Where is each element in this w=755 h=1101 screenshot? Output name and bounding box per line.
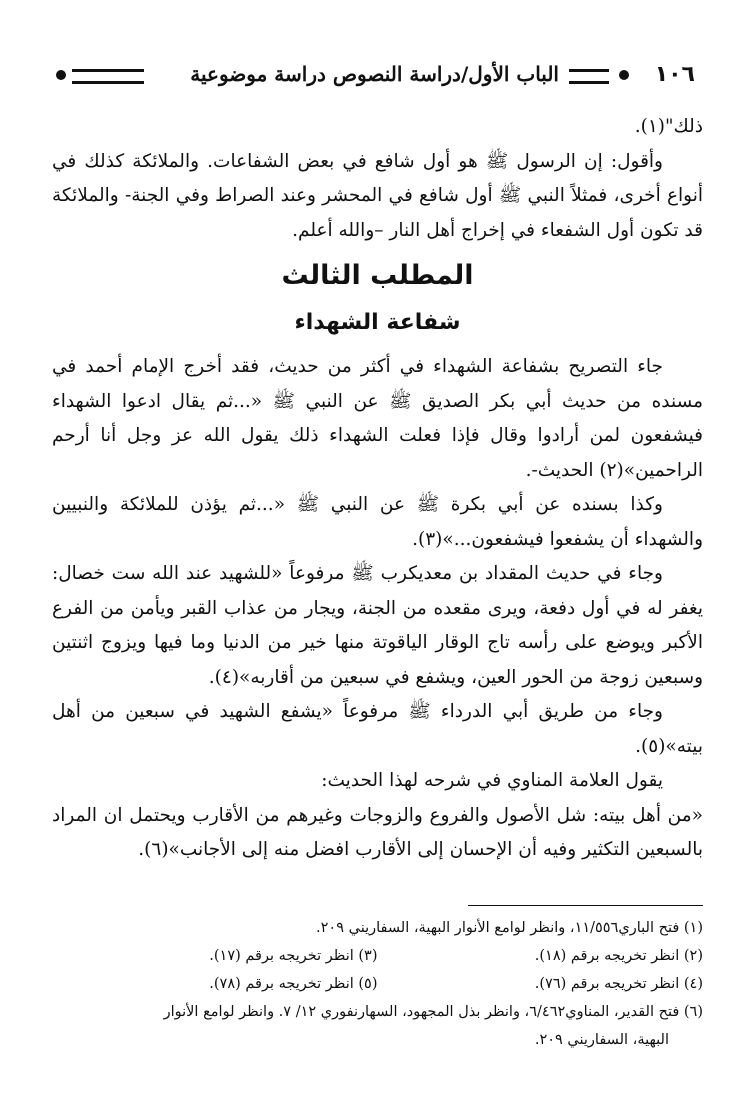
footnote-continuation: البهية، السفاريني ٢٠٩. bbox=[534, 1032, 669, 1048]
paragraph: ذلك"(١). bbox=[634, 116, 703, 137]
footnote: (١) فتح الباري١١/٥٥٦، وانظر لوامع الأنوار البهية، السفاريني ٢٠٩. bbox=[316, 920, 703, 936]
footnote: (٢) انظر تخريجه برقم (١٨). bbox=[534, 948, 703, 964]
header-ornament-rule bbox=[72, 69, 144, 84]
running-title: الباب الأول/دراسة النصوص دراسة موضوعية bbox=[190, 62, 559, 86]
header-ornament-dot bbox=[56, 70, 66, 80]
footnote-row bbox=[52, 942, 703, 970]
header-ornament-dot bbox=[619, 70, 629, 80]
footnote-separator bbox=[468, 905, 703, 906]
footnote-row bbox=[52, 970, 703, 998]
subsection-heading: شفاعة الشهداء bbox=[294, 310, 461, 335]
paragraph: وجاء في حديث المقداد بن معديكرب ﷺ مرفوعاً «للشهيد عند الله ست خصال: يغفر له في أول دفعة، ويرى مقعده من الجنة، ويجار من عذاب القبر ويأمن من الفرع الأكبر ويوضع على رأسه تاج الوقار الياقوتة منها خير من الدنيا وما فيها ويزوج اثنتين وسبعين زوجة من الحور العين، ويشفع في سبعين من أقاربه»(٤). bbox=[52, 563, 703, 688]
paragraph: يقول العلامة المناوي في شرحه لهذا الحديث: bbox=[321, 770, 663, 791]
footnotes bbox=[52, 914, 703, 1054]
section-heading: المطلب الثالث bbox=[281, 260, 474, 291]
paragraph: وكذا بسنده عن أبي بكرة ﷺ عن النبي ﷺ «...ثم يؤذن للملائكة والنبيين والشهداء أن يشفعوا فيشفعون...»(٣). bbox=[52, 494, 703, 550]
header-ornament-rule bbox=[569, 69, 609, 84]
paragraph: جاء التصريح بشفاعة الشهداء في أكثر من حديث، فقد أخرج الإمام أحمد في مسنده من حديث أبي بكر الصديق ﷺ عن النبي ﷺ «...ثم يقال ادعوا الشهداء فيشفعون لمن أرادوا وقال فإذا فعلت الشهداء ذلك يقول الله عز وجل أنا أرحم الراحمين»(٢) الحديث-. bbox=[52, 356, 703, 481]
main-text bbox=[52, 110, 703, 868]
footnote: (٤) انظر تخريجه برقم (٧٦). bbox=[534, 976, 703, 992]
running-header bbox=[50, 60, 705, 94]
footnote: (٦) فتح القدير، المناوي٦/٤٦٢، وانظر بذل المجهود، السهارنفوري ١٢/ ٧. وانظر لوامع الأنوار bbox=[163, 1004, 703, 1020]
footnote: (٣) انظر تخريجه برقم (١٧). bbox=[209, 948, 378, 964]
paragraph: وجاء من طريق أبي الدرداء ﷺ مرفوعاً «يشفع الشهيد في سبعين من أهل بيته»(٥). bbox=[52, 701, 703, 757]
page-number: ١٠٦ bbox=[654, 62, 695, 87]
paragraph: وأقول: إن الرسول ﷺ هو أول شافع في بعض الشفاعات. والملائكة كذلك في أنواع أخرى، فمثلاً النبي ﷺ أول شافع في المحشر وعند الصراط وفي الجنة- والملائكة قد تكون أول الشفعاء في إخراج أهل النار –والله أعلم. bbox=[52, 150, 703, 241]
quote-paragraph: «من أهل بيته: شل الأصول والفروع والزوجات وغيرهم من الأقارب ويحتمل ان المراد بالسبعين التكثير وفيه أن الإحسان إلى الأقارب افضل منه إلى الأجانب»(٦). bbox=[52, 804, 703, 860]
footnote: (٥) انظر تخريجه برقم (٧٨). bbox=[209, 976, 378, 992]
